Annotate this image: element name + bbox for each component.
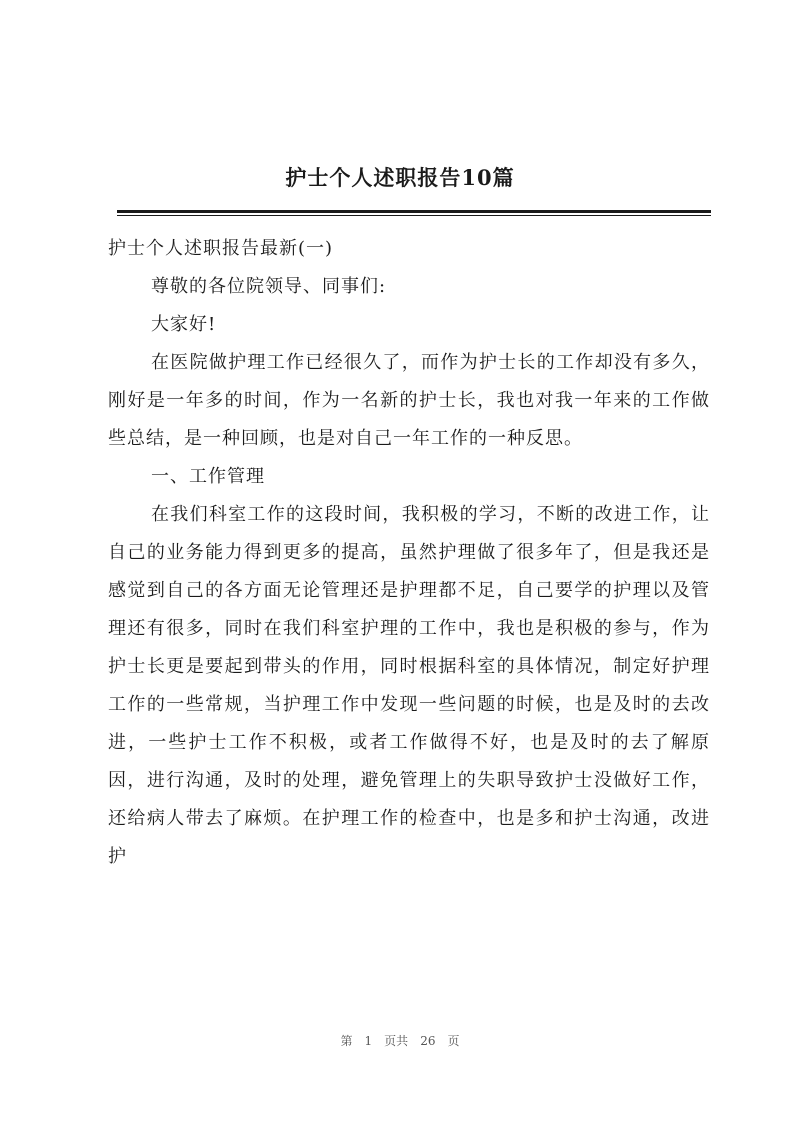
subsection-heading-work-management: 一、工作管理 — [151, 466, 265, 487]
page-footer — [0, 1032, 800, 1049]
greeting-paragraph: 大家好! — [151, 314, 217, 335]
intro-paragraph: 在医院做护理工作已经很久了，而作为护士长的工作却没有多久，刚好是一年多的时间，作为一名新的护士长，我也对我一年来的工作做些总结，是一种回顾，也是对自己一年工作的一种反思。 — [108, 352, 710, 449]
footer-label-di: 第 — [340, 1034, 353, 1048]
document-title: 护士个人述职报告10篇 — [285, 165, 515, 190]
footer-page-current: 1 — [364, 1034, 373, 1048]
footer-page-total: 26 — [420, 1034, 436, 1048]
footer-label-ye-gong: 页共 — [384, 1034, 409, 1048]
section-heading: 护士个人述职报告最新(一) — [108, 238, 334, 259]
work-management-paragraph: 在我们科室工作的这段时间，我积极的学习，不断的改进工作，让自己的业务能力得到更多的提高，虽然护理做了很多年了，但是我还是感觉到自己的各方面无论管理还是护理都不足，自己要学的护理以及管理还有很多，同时在我们科室护理的工作中，我也是积极的参与，作为护士长更是要起到带头的作用，同时根据科室的具体情况，制定好护理工作的一些常规，当护理工作中发现一些问题的时候，也是及时的去改进，一些护士工作不积极，或者工作做得不好，也是及时的去了解原因，进行沟通，及时的处理，避免管理上的失职导致护士没做好工作，还给病人带去了麻烦。在护理工作的检查中，也是多和护士沟通，改进护 — [108, 504, 710, 867]
footer-label-ye: 页 — [447, 1034, 460, 1048]
title-divider-thin — [117, 215, 711, 216]
document-body — [108, 230, 710, 876]
salutation-paragraph: 尊敬的各位院领导、同事们: — [151, 276, 387, 297]
title-divider-thick — [117, 210, 711, 213]
